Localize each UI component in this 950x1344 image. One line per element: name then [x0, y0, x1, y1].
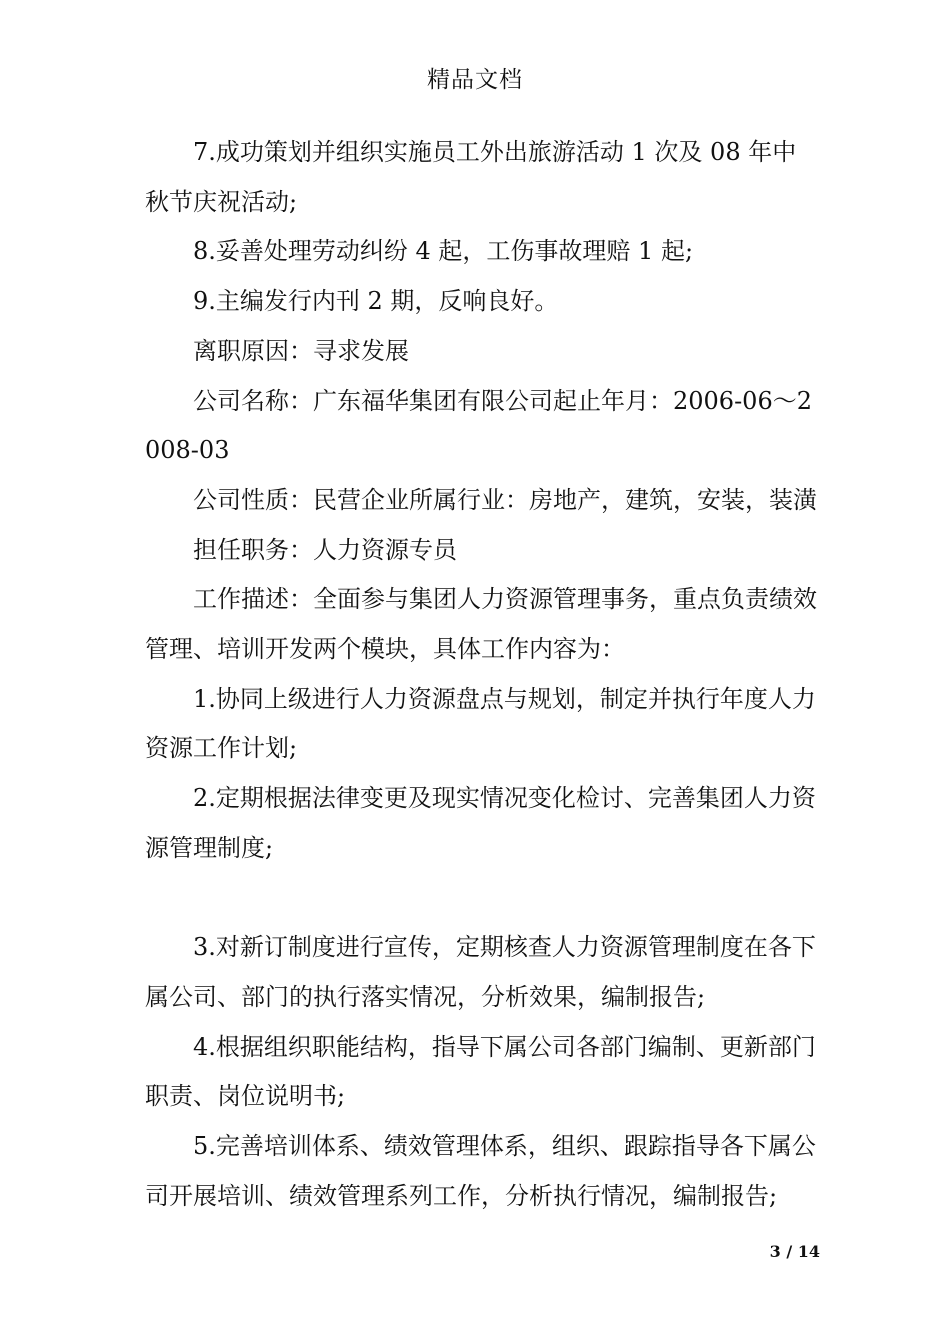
paragraph-company-type: 公司性质：民营企业所属行业：房地产，建筑，安装，装潢 [193, 485, 817, 514]
page-number: 3 / 14 [769, 1242, 820, 1261]
paragraph-item-8: 8.妥善处理劳动纠纷 4 起，工伤事故理赔 1 起; [193, 237, 694, 266]
paragraph-duty-1: 1.协同上级进行人力资源盘点与规划，制定并执行年度人力资源工作计划; [145, 684, 816, 763]
paragraph-duty-2: 2.定期根据法律变更及现实情况变化检讨、完善集团人力资源管理制度; [145, 784, 816, 862]
paragraph-leave-reason: 离职原因：寻求发展 [193, 336, 409, 365]
paragraph-duty-3: 3.对新订制度进行宣传，定期核查人力资源管理制度在各下属公司、部门的执行落实情况，分析效果，编制报告; [145, 933, 816, 1011]
document-body [145, 128, 817, 1221]
paragraph-duty-5: 5.完善培训体系、绩效管理体系，组织、跟踪指导各下属公司开展培训、绩效管理系列工作，分析执行情况，编制报告; [145, 1132, 816, 1210]
page-header-title: 精品文档 [427, 67, 523, 93]
paragraph-company-name: 公司名称：广东福华集团有限公司起止年月：2006-06～2008-03 [145, 386, 812, 465]
paragraph-gap [145, 874, 817, 924]
paragraph-duty-4: 4.根据组织职能结构，指导下属公司各部门编制、更新部门职责、岗位说明书; [145, 1032, 816, 1111]
paragraph-job-description: 工作描述：全面参与集团人力资源管理事务，重点负责绩效管理、培训开发两个模块，具体工作内容为： [145, 585, 817, 664]
paragraph-position: 担任职务：人力资源专员 [193, 535, 457, 564]
paragraph-item-9: 9.主编发行内刊 2 期，反响良好。 [193, 287, 559, 316]
paragraph-item-7: 7.成功策划并组织实施员工外出旅游活动 1 次及 08 年中秋节庆祝活动; [145, 138, 797, 216]
